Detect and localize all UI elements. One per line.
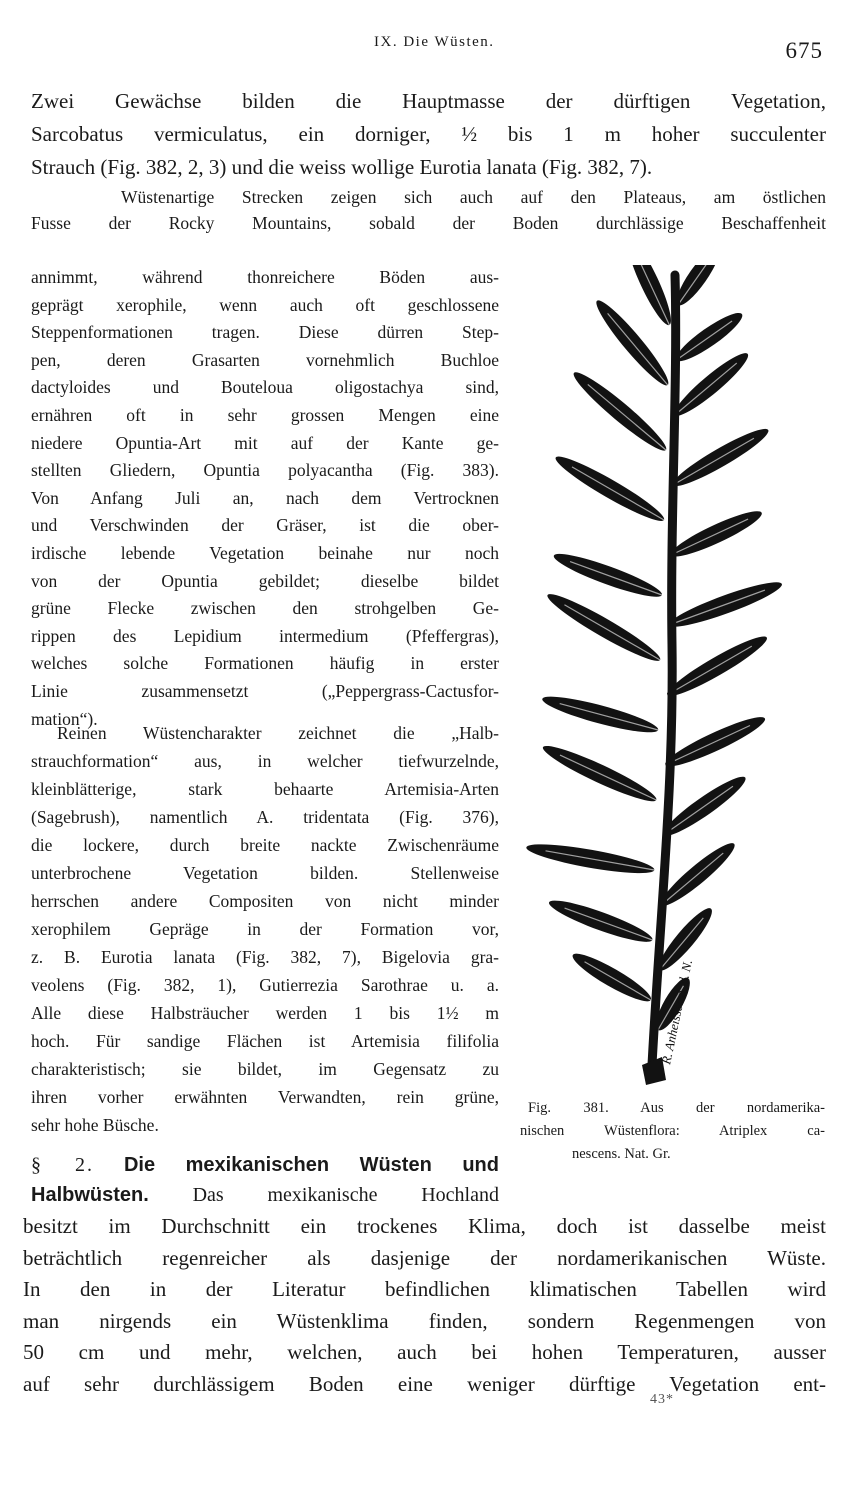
- plant-illustration: [520, 265, 830, 1145]
- leaf-vein: [570, 562, 662, 595]
- atriplex-drawing: [520, 265, 830, 1095]
- text-line: grüne Flecke zwischen den strohgelben Ge-: [31, 598, 499, 619]
- text-line: herrschen andere Compositen von nicht minder: [31, 891, 499, 911]
- text-line: Wüstenartige Strecken zeigen sich auch auf den Plateaus, am östlichen: [121, 187, 826, 207]
- text-line: von der Opuntia gebildet; dieselbe bildet: [31, 570, 499, 591]
- section-title: Die mexikanischen Wüsten und: [123, 1154, 499, 1176]
- leaf-vein: [676, 321, 732, 360]
- column-paragraph-1: [31, 264, 499, 733]
- leaf-vein: [671, 519, 748, 555]
- leaf-vein: [608, 313, 668, 385]
- leaf-vein: [673, 438, 754, 485]
- text-line: irdische lebende Vegetation beinahe nur noch: [31, 542, 499, 563]
- text-line: Zwei Gewächse bilden die Hauptmasse der dürftigen Vegetation,: [31, 89, 826, 113]
- text-line: Fusse der Rocky Mountains, sobald der Boden durchlässige Beschaffenheit: [31, 213, 826, 233]
- caption-line: nischen Wüstenflora: Atriplex ca-: [520, 1123, 825, 1139]
- caption-line: nescens. Nat. Gr.: [572, 1146, 671, 1162]
- text-line: strauchformation“ aus, in welcher tiefwurzelnde,: [31, 751, 499, 771]
- text-line: unterbrochene Vegetation bilden. Stellenweise: [31, 863, 499, 883]
- text-line: man nirgends ein Wüstenklima finden, sondern Regenmengen von: [23, 1308, 826, 1333]
- leaf-vein: [675, 363, 737, 415]
- leaf-vein: [669, 590, 765, 625]
- leaf-vein: [667, 646, 752, 695]
- text-line: mation“).: [31, 708, 98, 729]
- text-line: geprägt xerophile, wenn auch oft geschlossene: [31, 294, 499, 315]
- full-width-paragraph: [31, 184, 826, 236]
- column-paragraph-2: [31, 719, 499, 1139]
- text-line: niedere Opuntia-Art mit auf der Kante ge-: [31, 432, 499, 453]
- text-line: Alle diese Halbsträucher werden 1 bis 1½ m: [31, 1003, 499, 1023]
- section-text-start: Das mexikanische Hochland: [192, 1184, 499, 1206]
- section-heading-line: [31, 1180, 499, 1210]
- text-line: In den in der Literatur befindlichen klimatischen Tabellen wird: [23, 1277, 826, 1301]
- leaf-vein: [588, 384, 666, 450]
- text-line: Linie zusammensetzt („Peppergrass-Cactusfor-: [31, 680, 499, 701]
- text-line: die lockere, durch breite nackte Zwischenräume: [31, 835, 499, 855]
- leaf-vein: [565, 908, 653, 940]
- text-line: hoch. Für sandige Flächen ist Artemisia filifolia: [31, 1031, 499, 1051]
- text-line: und Verschwinden der Gräser, ist die ober-: [31, 515, 499, 536]
- text-line: charakteristisch; sie bildet, im Gegensatz zu: [31, 1059, 499, 1079]
- text-line: rippen des Lepidium intermedium (Pfeffergras),: [31, 625, 499, 646]
- text-line: Strauch (Fig. 382, 2, 3) und die weiss wollige Eurotia lanata (Fig. 382, 7).: [31, 155, 653, 179]
- page-number: 675: [785, 38, 823, 63]
- text-line: pen, deren Grasarten vornehmlich Buchloe: [31, 349, 499, 370]
- artist-signature: R. Anheisser n. d. N.: [658, 958, 696, 1066]
- leaf-vein: [572, 467, 664, 520]
- text-line: kleinblätterige, stark behaarte Artemisia-Arten: [31, 779, 499, 799]
- caption-line: Fig. 381. Aus der nordamerika-: [528, 1100, 825, 1116]
- text-line: Von Anfang Juli an, nach dem Vertrocknen: [31, 487, 499, 508]
- running-head: IX. Die Wüsten.: [374, 34, 495, 50]
- text-line: Reinen Wüstencharakter zeichnet die „Halb-: [57, 723, 499, 743]
- leaf-vein: [663, 786, 733, 835]
- text-line: ihren vorher erwähnten Verwandten, rein grüne,: [31, 1087, 499, 1107]
- text-line: welches solche Formationen häufig in erster: [31, 653, 499, 674]
- leaf-vein: [665, 725, 750, 765]
- section-heading-line: [31, 1150, 499, 1180]
- text-line: annimmt, während thonreichere Böden aus-: [31, 267, 499, 287]
- text-line: beträchtlich regenreicher als dasjenige der nordamerikanischen Wüste.: [23, 1245, 826, 1270]
- figure-caption: [520, 1097, 825, 1166]
- plant-leaves: [525, 265, 785, 1035]
- leaf-vein: [560, 755, 656, 800]
- text-line: auf sehr durchlässigem Boden eine weniger dürftige Vegetation ent-: [23, 1371, 826, 1396]
- text-line: stellten Gliedern, Opuntia polyacantha (Fig. 383).: [31, 460, 499, 481]
- text-line: dactyloides und Bouteloua oligostachya sind,: [31, 377, 499, 398]
- section-heading: [31, 1150, 499, 1210]
- text-line: Steppenformationen tragen. Diese dürren Step-: [31, 322, 499, 343]
- text-line: veolens (Fig. 382, 1), Gutierrezia Sarothrae u. a.: [31, 975, 499, 995]
- leaf: [621, 265, 677, 329]
- text-line: besitzt im Durchschnitt ein trockenes Klima, doch ist dasselbe meist: [23, 1214, 826, 1238]
- final-paragraph: [23, 1211, 826, 1400]
- section-number: § 2.: [31, 1154, 94, 1176]
- lead-paragraph: [31, 85, 826, 184]
- text-line: ernähren oft in sehr grossen Mengen eine: [31, 404, 499, 425]
- section-title-continued: Halbwüsten.: [31, 1184, 149, 1206]
- text-line: Sarcobatus vermiculatus, ein dorniger, ½ bis 1 m hoher succulenter: [31, 122, 826, 146]
- leaf-vein: [661, 853, 723, 905]
- text-line: 50 cm und mehr, welchen, auch bei hohen Temperaturen, ausser: [23, 1340, 826, 1364]
- text-line: z. B. Eurotia lanata (Fig. 382, 7), Bigelovia gra-: [31, 947, 499, 967]
- text-line: xerophilem Gepräge in der Formation vor,: [31, 919, 499, 939]
- leaf-vein: [564, 605, 660, 660]
- text-line: (Sagebrush), namentlich A. tridentata (Fig. 376),: [31, 807, 499, 827]
- leaf-vein: [585, 962, 651, 1000]
- printer-signature-mark: 43*: [650, 1392, 674, 1407]
- text-line: sehr hohe Büsche.: [31, 1115, 159, 1135]
